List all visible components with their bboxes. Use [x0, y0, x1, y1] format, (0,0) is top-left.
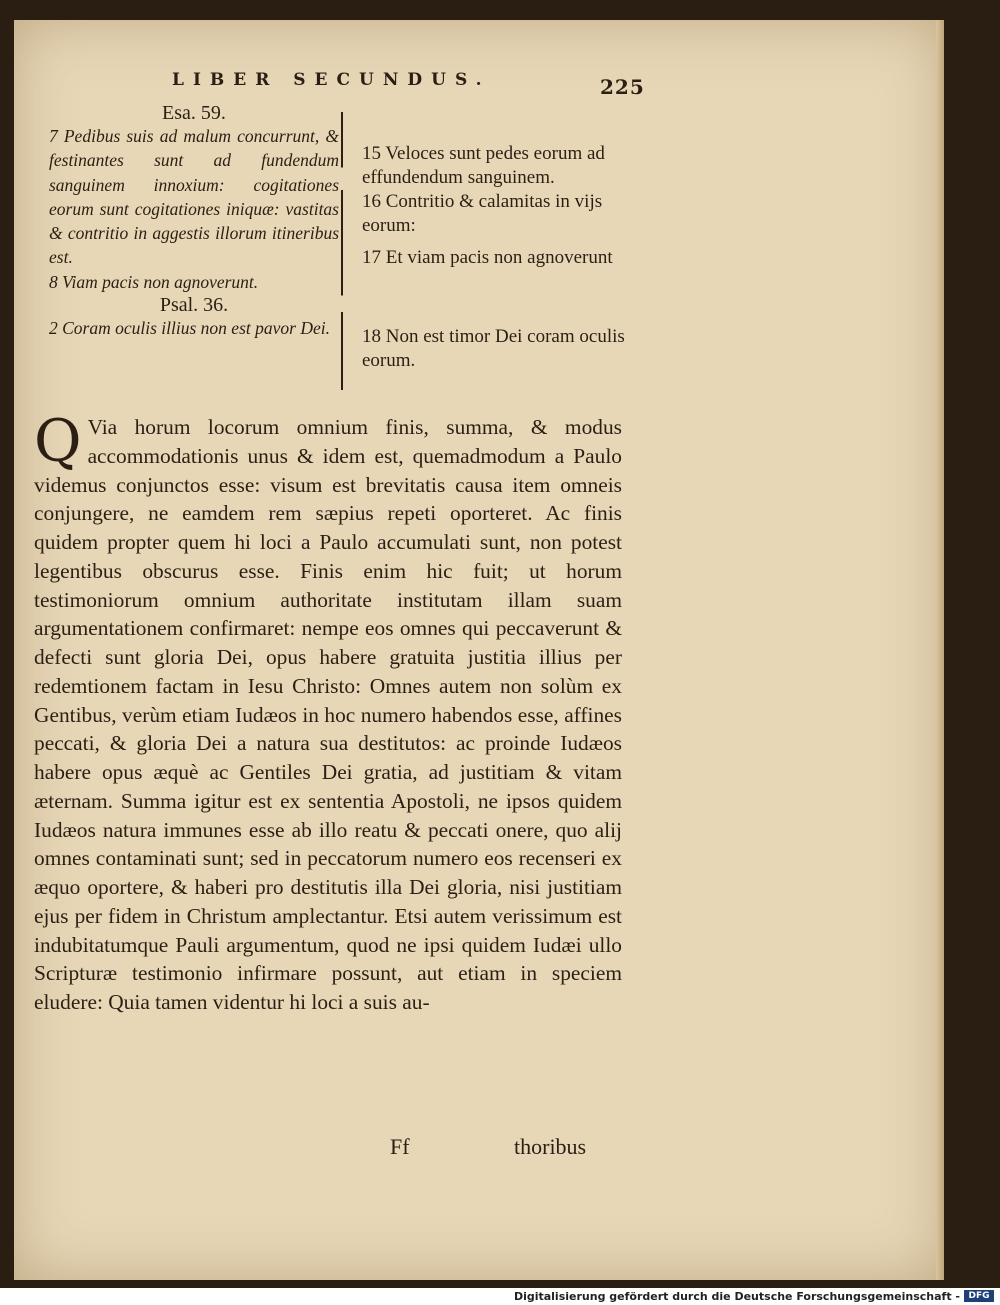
verse-15: 15 Veloces sunt pedes eorum ad effundendum sanguinem. — [362, 143, 605, 188]
dfg-logo: DFG — [964, 1290, 994, 1302]
book-page — [14, 20, 944, 1280]
page-number: 225 — [600, 75, 645, 99]
verse-16: 16 Contritio & calamitas in vijs eorum: — [362, 191, 603, 236]
verse-2: 2 Coram oculis illius non est pavor Dei. — [49, 318, 330, 339]
reference-psalm: Psal. 36. — [159, 294, 229, 317]
running-head: LIBER SECUNDUS. — [172, 70, 491, 90]
drop-cap: Q — [34, 407, 82, 475]
signature-mark: Ff — [390, 1134, 410, 1159]
page-edge — [936, 20, 944, 1280]
left-column-quotations — [49, 102, 339, 340]
verse-17: 17 Et viam pacis non agnoverunt — [362, 247, 613, 268]
main-text-block — [34, 407, 622, 1017]
verse-7: 7 Pedibus suis ad malum concurrunt, & festinantes sunt ad fundendum sanguinem innoxium: cogitationes eorum sunt cogitationes iniquæ: vastitas & contritio in aggestis illorum itineribus est. — [49, 126, 339, 268]
verse-8: 8 Viam pacis non agnoverunt. — [49, 271, 259, 292]
column-divider — [341, 112, 343, 390]
right-column-quotations — [362, 102, 644, 373]
catchword: thoribus — [514, 1134, 587, 1159]
verse-18: 18 Non est timor Dei coram oculis eorum. — [362, 326, 625, 371]
funding-credit: Digitalisierung gefördert durch die Deutsche Forschungsgemeinschaft - — [513, 1290, 960, 1303]
body-paragraph: Via horum locorum omnium finis, summa, & modus accommodationis unus & idem est, quemadmodum a Paulo videmus conjunctos esse: visum est brevitatis causa item omneis conjungere, ne eamdem rem sæpius repeti oporteret. Ac finis quidem propter quem hi loci a Paulo accumulati sunt, non potest legentibus obscurus esse. Finis enim hic fuit; ut horum testimoniorum omnium authoritate institutam illam suam argumentationem confirmaret: nempe eos omnes qui peccaverunt & defecti sunt gloria Dei, opus habere gratuita justitia illius per redemtionem factam in Iesu Christo: Omnes autem non solùm ex Gentibus, verùm etiam Iudæos in hoc numero habendos esse, affines peccati, & gloria Dei a natura sua destitutos: ac proinde Iudæos habere opus æquè ac Gentiles Dei gratia, ad justitiam & vitam æternam. Summa igitur est ex sententia Apostoli, ne ipsos quidem Iudæos natura immunes esse ab illo reatu & peccati onere, quo alij omnes contaminati sunt; sed in peccatorum numero eos recenseri ex æquo oportere, & haberi pro destitutis illa Dei gloria, nisi justitiam ejus per fidem in Christum amplectantur. Etsi autem verissimum est indubitatumque Pauli argumentum, quod ne ipsi quidem Iudæi ullo Scripturæ testimonio infirmare possunt, aut etiam in speciem eludere: Quia tamen videntur hi loci a suis au- — [34, 415, 622, 1014]
footer-bar — [0, 1288, 1000, 1305]
reference-esaias: Esa. 59. — [162, 102, 226, 124]
